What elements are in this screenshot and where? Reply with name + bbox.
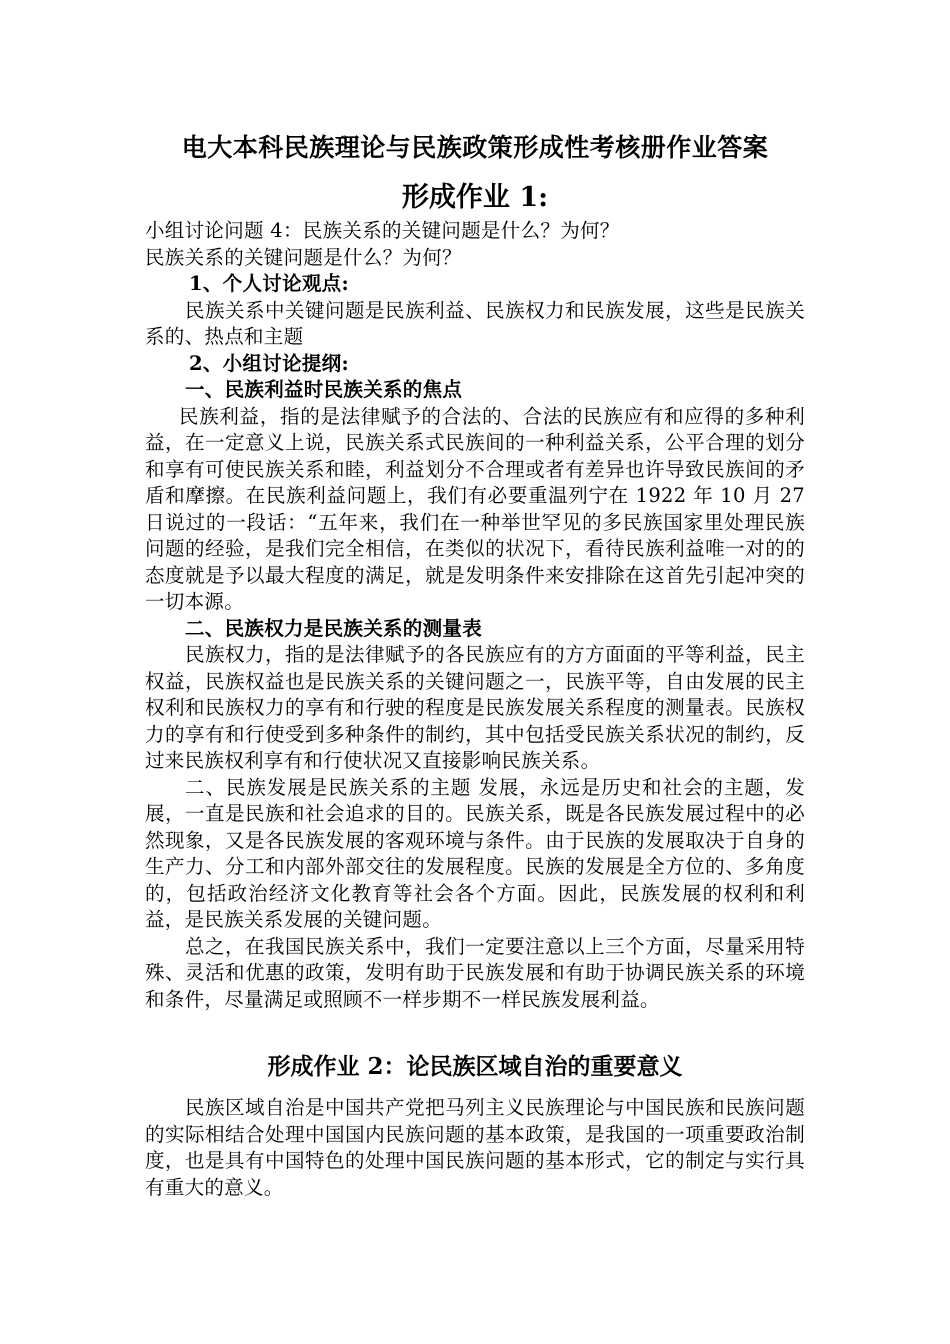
document-title: 电大本科民族理论与民族政策形成性考核册作业答案: [181, 133, 769, 162]
point2-text: 民族权力，指的是法律赋予的各民族应有的方方面面的平等利益，民主权益，民族权益也是民族关系的关键问题之一，民族平等，自由发展的民主权利和民族权力的享有和行驶的程度是民族发展关系程度的测量表。民族权力的享有和行使受到多种条件的制约，其中包括受民族关系状况的制约，反过来民族权利享有和行使状况又直接影响民族关系。: [145, 643, 805, 772]
homework2-heading: 形成作业 2：论民族区域自治的重要意义: [267, 1053, 683, 1080]
point1-heading: 一、民族利益时民族关系的焦点: [185, 378, 463, 401]
section2-heading: 2、小组讨论提纲:: [189, 351, 349, 375]
point3-text: 二、民族发展是民族关系的主题 发展，永远是历史和社会的主题，发展，一直是民族和社会追求的目的。民族关系，既是各民族发展过程中的必然现象，又是各民族发展的客观环境与条件。由于民族的发展取决于自身的生产力、分工和内部外部交往的发展程度。民族的发展是全方位的、多角度的，包括政治经济文化教育等社会各个方面。因此，民族发展的权利和利益，是民族关系发展的关键问题。: [145, 775, 805, 931]
homework1-conclusion: 总之，在我国民族关系中，我们一定要注意以上三个方面，尽量采用特殊、灵活和优惠的政策，发明有助于民族发展和有助于协调民族关系的环境和条件，尽量满足或照顾不一样步期不一样民族发展利益。: [145, 934, 805, 1011]
homework1-heading: 形成作业 1:: [401, 182, 549, 213]
section1-heading: 1、个人讨论观点:: [189, 272, 349, 295]
homework1-question-repeat: 民族关系的关键问题是什么？为何？: [145, 245, 462, 269]
section1-text: 民族关系中关键问题是民族利益、民族权力和民族发展，这些是民族关系的、热点和主题: [145, 298, 805, 348]
point1-text: 民族利益，指的是法律赋予的合法的、合法的民族应有和应得的多种利益，在一定意义上说，民族关系式民族间的一种利益关系，公平合理的划分和享有可使民族关系和睦，利益划分不合理或者有差异也许导致民族间的矛盾和摩擦。在民族利益问题上，我们有必要重温列宁在 1922 年 10 月 27 日说过的一段话：“五年来，我们在一种举世罕见的多民族国家里处理民族问题的经验，是我们完全相信，在类似的状况下，看待民族利益唯一对的的态度就是予以最大程度的满足，就是发明条件来安排除在这首先引起冲突的一切本源。: [145, 404, 805, 613]
document-page: [145, 128, 805, 1201]
homework1-question: 小组讨论问题 4：民族关系的关键问题是什么？为何？: [145, 219, 620, 242]
point2-heading: 二、民族权力是民族关系的测量表: [185, 616, 483, 640]
homework2-intro: 民族区域自治是中国共产党把马列主义民族理论与中国民族和民族问题的实际相结合处理中国国内民族问题的基本政策，是我国的一项重要政治制度，也是具有中国特色的处理中国民族问题的基本形式，它的制定与实行具有重大的意义。: [145, 1096, 805, 1199]
